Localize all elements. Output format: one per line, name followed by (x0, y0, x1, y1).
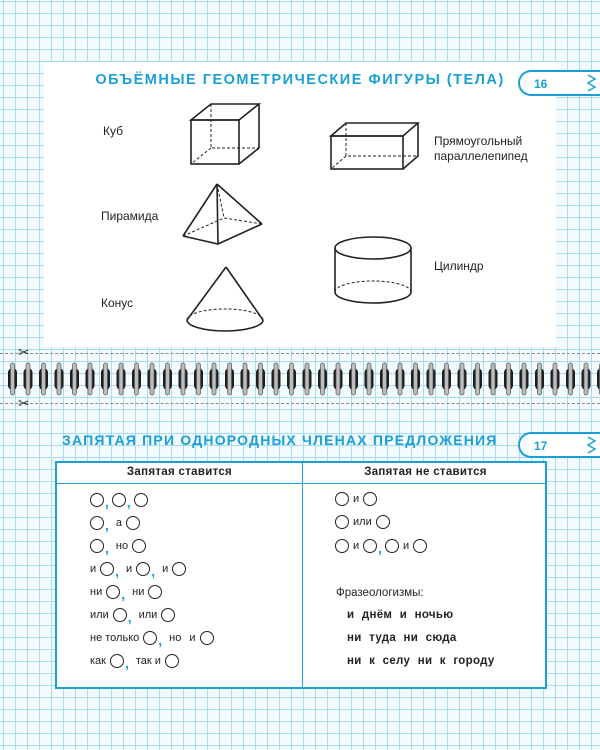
binding-ring (566, 363, 575, 395)
no-comma-row-i (335, 492, 377, 506)
binding-ring (86, 363, 95, 395)
binding-ring (55, 363, 64, 395)
conjunction: но (169, 632, 182, 644)
binding-ring (520, 363, 529, 395)
conjunction: или (353, 516, 372, 528)
binding-ring (101, 363, 110, 395)
column-divider (302, 463, 303, 687)
rule-row-repeated-ni (90, 584, 162, 600)
blank-circle (112, 493, 126, 507)
comma-rules-title: ЗАПЯТАЯ ПРИ ОДНОРОДНЫХ ЧЛЕНАХ ПРЕДЛОЖЕНИЯ (62, 432, 498, 448)
page-number: 16 (534, 77, 548, 91)
cut-line-top (0, 353, 600, 354)
binding-ring (8, 363, 17, 395)
spiral-binding (0, 360, 600, 398)
comma-mark: , (378, 540, 383, 556)
blank-circle (363, 492, 377, 506)
blank-circle (110, 654, 124, 668)
comma-mark: , (115, 563, 120, 579)
phrase-day-and-night: и днём и ночью (347, 609, 454, 621)
binding-ring (225, 363, 234, 395)
blank-circle (100, 562, 114, 576)
comma-mark: , (124, 655, 129, 671)
blank-circle (376, 515, 390, 529)
blank-circle (143, 631, 157, 645)
blank-circle (126, 516, 140, 530)
blank-circle (136, 562, 150, 576)
binding-ring (179, 363, 188, 395)
conjunction: и (189, 632, 196, 644)
pyramid-figure (180, 180, 266, 248)
conjunction: не только (90, 632, 140, 644)
rule-row-repeated-i (90, 561, 186, 577)
rule-row-enumeration (90, 492, 148, 508)
binding-ring (334, 363, 343, 395)
binding-ring (117, 363, 126, 395)
page-number: 17 (534, 439, 548, 453)
geometric-shapes-title: ОБЪЁМНЫЕ ГЕОМЕТРИЧЕСКИЕ ФИГУРЫ (ТЕЛА) (95, 72, 505, 88)
cuboid-label-line1: Прямоугольный (434, 134, 523, 148)
conjunction: но (115, 540, 129, 552)
conjunction: или (90, 609, 109, 621)
binding-ring (303, 363, 312, 395)
binding-ring (39, 363, 48, 395)
binding-ring (148, 363, 157, 395)
cylinder-label: Цилиндр (434, 259, 484, 273)
cylinder-figure (330, 234, 416, 308)
blank-circle (335, 492, 349, 506)
no-comma-row-ili (335, 515, 390, 529)
comma-mark: , (158, 632, 163, 648)
comma-mark: , (151, 563, 156, 579)
cone-figure (182, 264, 268, 336)
cube-label: Куб (103, 124, 123, 138)
rule-row-repeated-ili (90, 607, 175, 623)
blank-circle (335, 539, 349, 553)
binding-ring (442, 363, 451, 395)
binding-ring (132, 363, 141, 395)
binding-ring (535, 363, 544, 395)
conjunction: и (403, 540, 410, 552)
header-divider (57, 483, 545, 484)
blank-circle (148, 585, 162, 599)
scissors-icon: ✂ (18, 344, 30, 360)
phrase-neither-to-village-nor-city: ни к селу ни к городу (347, 655, 495, 667)
blank-circle (90, 539, 104, 553)
cube-figure (188, 100, 268, 168)
binding-ring (411, 363, 420, 395)
zigzag-edge-icon (584, 436, 598, 456)
page-number-tab-17 (518, 432, 600, 458)
conjunction: как (90, 655, 106, 667)
binding-ring (318, 363, 327, 395)
blank-circle (413, 539, 427, 553)
binding-ring (24, 363, 33, 395)
blank-circle (385, 539, 399, 553)
binding-ring (272, 363, 281, 395)
cut-line-bottom (0, 403, 600, 404)
no-comma-row-pairs (335, 538, 427, 554)
blank-circle (90, 493, 104, 507)
blank-circle (165, 654, 179, 668)
conjunction: ни (132, 586, 145, 598)
rule-row-no (90, 538, 146, 554)
conjunction: так и (135, 655, 161, 667)
cuboid-figure (328, 120, 422, 172)
phraseology-label: Фразеологизмы: (336, 587, 424, 599)
scissors-icon: ✂ (18, 395, 30, 411)
conjunction: и (162, 563, 169, 575)
cuboid-label-line2: параллелепипед (434, 149, 528, 163)
binding-ring (365, 363, 374, 395)
binding-ring (287, 363, 296, 395)
blank-circle (161, 608, 175, 622)
pyramid-label: Пирамида (101, 209, 159, 223)
blank-circle (134, 493, 148, 507)
binding-ring (489, 363, 498, 395)
conjunction: и (353, 493, 360, 505)
rule-row-a (90, 515, 140, 531)
conjunction: и (353, 540, 360, 552)
blank-circle (335, 515, 349, 529)
binding-ring (210, 363, 219, 395)
comma-mark: , (105, 540, 109, 556)
conjunction: а (115, 517, 123, 529)
binding-ring (473, 363, 482, 395)
blank-circle (90, 516, 104, 530)
blank-circle (106, 585, 120, 599)
binding-ring (427, 363, 436, 395)
binding-ring (70, 363, 79, 395)
binding-ring (458, 363, 467, 395)
binding-ring (241, 363, 250, 395)
blank-circle (363, 539, 377, 553)
phrase-neither-here-nor-there: ни туда ни сюда (347, 632, 457, 644)
blank-circle (172, 562, 186, 576)
rule-row-kak-tak-i (90, 653, 179, 669)
binding-ring (163, 363, 172, 395)
binding-ring (551, 363, 560, 395)
binding-ring (396, 363, 405, 395)
header-comma-not-used: Запятая не ставится (364, 466, 487, 478)
blank-circle (132, 539, 146, 553)
binding-ring (504, 363, 513, 395)
conjunction: и (126, 563, 133, 575)
blank-circle (113, 608, 127, 622)
binding-ring (380, 363, 389, 395)
comma-mark: , (121, 586, 126, 602)
binding-ring (582, 363, 591, 395)
binding-ring (256, 363, 265, 395)
header-comma-used: Запятая ставится (126, 466, 233, 478)
blank-circle (200, 631, 214, 645)
conjunction: ни (90, 586, 103, 598)
zigzag-edge-icon (584, 74, 598, 94)
comma-rules-table (55, 461, 547, 689)
rule-row-ne-tolko (90, 630, 214, 646)
comma-mark: , (105, 494, 109, 510)
page-number-tab-16 (518, 70, 600, 96)
conjunction: и (90, 563, 97, 575)
binding-ring (194, 363, 203, 395)
comma-mark: , (127, 609, 132, 625)
comma-mark: , (105, 517, 109, 533)
comma-mark: , (126, 494, 131, 510)
conjunction: или (138, 609, 158, 621)
cone-label: Конус (101, 296, 134, 310)
binding-ring (349, 363, 358, 395)
